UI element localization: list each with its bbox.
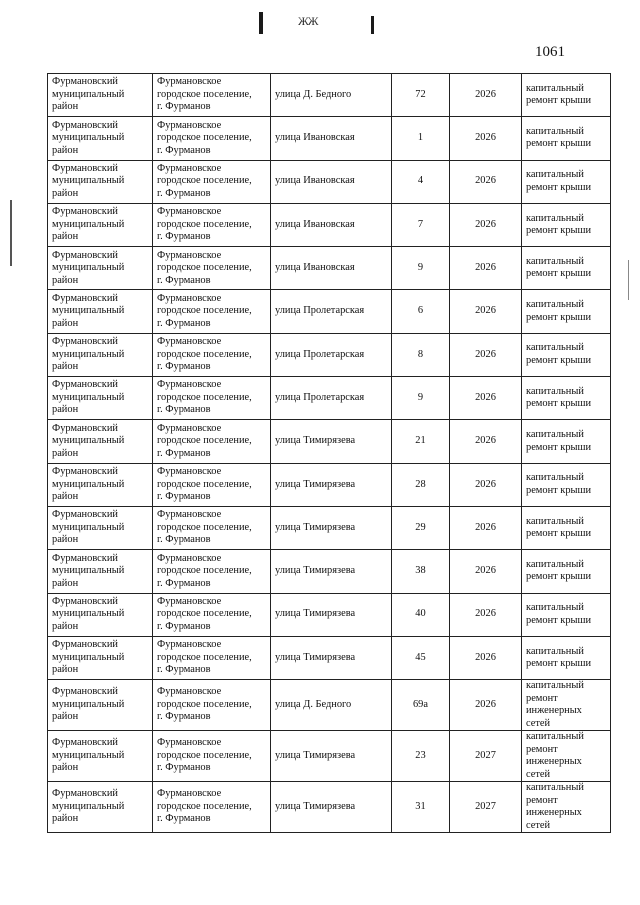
house-number-cell: 23	[392, 731, 450, 782]
house-number-cell: 21	[392, 420, 450, 463]
year-cell: 2026	[450, 203, 522, 246]
work-type-cell	[522, 636, 611, 679]
cell-line: городское поселение,	[157, 348, 252, 360]
table-row	[48, 247, 611, 290]
cell-line: сетей	[526, 819, 551, 831]
cell-line: городское поселение,	[157, 175, 252, 187]
cell-line: муниципальный	[52, 305, 125, 317]
house-number-cell: 9	[392, 377, 450, 420]
cell-line: г. Фурманов	[157, 534, 211, 546]
street-cell: улица Д. Бедного	[271, 74, 392, 117]
cell-line: городское поселение,	[157, 651, 252, 663]
cell-line: капитальный	[526, 255, 584, 267]
cell-line: городское поселение,	[157, 800, 252, 812]
house-number-cell: 69а	[392, 680, 450, 731]
scan-margin-line	[10, 200, 12, 266]
work-type-cell	[522, 680, 611, 731]
cell-line: капитальный	[526, 299, 584, 311]
work-type-cell	[522, 506, 611, 549]
district-cell	[48, 203, 153, 246]
cell-line: район	[52, 274, 79, 286]
housing-repair-table	[47, 73, 611, 833]
cell-line: капитальный	[526, 602, 584, 614]
table-row	[48, 506, 611, 549]
house-number-cell: 6	[392, 290, 450, 333]
cell-line: Фурмановское	[157, 292, 222, 304]
cell-line: муниципальный	[52, 521, 125, 533]
cell-line: район	[52, 711, 79, 723]
street-cell: улица Ивановская	[271, 117, 392, 160]
cell-line: г. Фурманов	[157, 187, 211, 199]
cell-line: капитальный	[526, 82, 584, 94]
cell-line: инженерных	[526, 756, 582, 768]
street-cell: улица Тимирязева	[271, 420, 392, 463]
cell-line: ремонт крыши	[526, 95, 592, 107]
cell-line: г. Фурманов	[157, 813, 211, 825]
settlement-cell	[153, 377, 271, 420]
district-cell	[48, 680, 153, 731]
cell-line: муниципальный	[52, 565, 125, 577]
cell-line: капитальный	[526, 515, 584, 527]
cell-line: Фурмановский	[52, 119, 118, 131]
settlement-cell	[153, 420, 271, 463]
work-type-cell	[522, 117, 611, 160]
year-cell: 2026	[450, 463, 522, 506]
year-cell: 2026	[450, 160, 522, 203]
cell-line: капитальный	[526, 169, 584, 181]
house-number-cell: 8	[392, 333, 450, 376]
cell-line: Фурмановское	[157, 422, 222, 434]
year-cell: 2026	[450, 333, 522, 376]
cell-line: муниципальный	[52, 218, 125, 230]
table-row	[48, 636, 611, 679]
street-cell: улица Пролетарская	[271, 333, 392, 376]
cell-line: городское поселение,	[157, 521, 252, 533]
district-cell	[48, 506, 153, 549]
cell-line: городское поселение,	[157, 478, 252, 490]
table-row	[48, 680, 611, 731]
cell-line: городское поселение,	[157, 749, 252, 761]
cell-line: Фурмановское	[157, 76, 222, 88]
cell-line: район	[52, 361, 79, 373]
district-cell	[48, 377, 153, 420]
house-number-cell: 31	[392, 782, 450, 833]
settlement-cell	[153, 782, 271, 833]
cell-line: сетей	[526, 717, 551, 729]
cell-line: капитальный	[526, 558, 584, 570]
year-cell: 2026	[450, 290, 522, 333]
cell-line: ремонт крыши	[526, 268, 592, 280]
cell-line: инженерных	[526, 807, 582, 819]
cell-line: муниципальный	[52, 749, 125, 761]
cell-line: Фурмановский	[52, 76, 118, 88]
table-row	[48, 782, 611, 833]
cell-line: район	[52, 813, 79, 825]
work-type-cell	[522, 550, 611, 593]
work-type-cell	[522, 203, 611, 246]
cell-line: ремонт крыши	[526, 441, 592, 453]
cell-line: г. Фурманов	[157, 620, 211, 632]
scan-header-mark: ЖЖ	[298, 14, 318, 28]
house-number-cell: 38	[392, 550, 450, 593]
street-cell: улица Ивановская	[271, 247, 392, 290]
table-row	[48, 377, 611, 420]
settlement-cell	[153, 160, 271, 203]
street-cell: улица Тимирязева	[271, 550, 392, 593]
work-type-cell	[522, 463, 611, 506]
cell-line: Фурмановский	[52, 788, 118, 800]
cell-line: капитальный	[526, 125, 584, 137]
cell-line: Фурмановский	[52, 249, 118, 261]
settlement-cell	[153, 680, 271, 731]
table-row	[48, 420, 611, 463]
district-cell	[48, 333, 153, 376]
cell-line: городское поселение,	[157, 262, 252, 274]
cell-line: капитальный	[526, 731, 584, 743]
district-cell	[48, 550, 153, 593]
year-cell: 2026	[450, 506, 522, 549]
cell-line: ремонт крыши	[526, 571, 592, 583]
cell-line: инженерных	[526, 705, 582, 717]
cell-line: Фурмановский	[52, 552, 118, 564]
year-cell: 2026	[450, 74, 522, 117]
cell-line: капитальный	[526, 782, 584, 794]
settlement-cell	[153, 506, 271, 549]
house-number-cell: 29	[392, 506, 450, 549]
work-type-cell	[522, 333, 611, 376]
street-cell: улица Тимирязева	[271, 636, 392, 679]
cell-line: муниципальный	[52, 262, 125, 274]
cell-line: городское поселение,	[157, 608, 252, 620]
cell-line: г. Фурманов	[157, 317, 211, 329]
year-cell: 2027	[450, 731, 522, 782]
cell-line: городское поселение,	[157, 132, 252, 144]
work-type-cell	[522, 74, 611, 117]
cell-line: Фурмановский	[52, 639, 118, 651]
cell-line: муниципальный	[52, 435, 125, 447]
cell-line: район	[52, 447, 79, 459]
cell-line: район	[52, 534, 79, 546]
street-cell: улица Тимирязева	[271, 463, 392, 506]
cell-line: Фурмановское	[157, 119, 222, 131]
cell-line: ремонт крыши	[526, 181, 592, 193]
cell-line: городское поселение,	[157, 435, 252, 447]
district-cell	[48, 160, 153, 203]
year-cell: 2026	[450, 593, 522, 636]
year-cell: 2027	[450, 782, 522, 833]
work-type-cell	[522, 731, 611, 782]
table-row	[48, 593, 611, 636]
work-type-cell	[522, 160, 611, 203]
cell-line: капитальный	[526, 680, 584, 692]
street-cell: улица Д. Бедного	[271, 680, 392, 731]
cell-line: муниципальный	[52, 175, 125, 187]
year-cell: 2026	[450, 377, 522, 420]
street-cell: улица Ивановская	[271, 160, 392, 203]
cell-line: Фурмановский	[52, 336, 118, 348]
house-number-cell: 7	[392, 203, 450, 246]
cell-line: Фурмановский	[52, 595, 118, 607]
cell-line: Фурмановское	[157, 249, 222, 261]
cell-line: Фурмановский	[52, 509, 118, 521]
cell-line: г. Фурманов	[157, 101, 211, 113]
house-number-cell: 28	[392, 463, 450, 506]
cell-line: городское поселение,	[157, 698, 252, 710]
cell-line: капитальный	[526, 385, 584, 397]
work-type-cell	[522, 377, 611, 420]
cell-line: Фурмановский	[52, 466, 118, 478]
cell-line: Фурмановское	[157, 788, 222, 800]
district-cell	[48, 290, 153, 333]
cell-line: ремонт крыши	[526, 225, 592, 237]
cell-line: капитальный	[526, 212, 584, 224]
cell-line: муниципальный	[52, 478, 125, 490]
cell-line: район	[52, 231, 79, 243]
cell-line: г. Фурманов	[157, 762, 211, 774]
cell-line: ремонт крыши	[526, 484, 592, 496]
cell-line: ремонт крыши	[526, 528, 592, 540]
settlement-cell	[153, 636, 271, 679]
cell-line: район	[52, 620, 79, 632]
page-number: 1061	[535, 44, 565, 60]
cell-line: г. Фурманов	[157, 577, 211, 589]
cell-line: капитальный	[526, 472, 584, 484]
street-cell: улица Тимирязева	[271, 782, 392, 833]
cell-line: Фурмановское	[157, 639, 222, 651]
cell-line: городское поселение,	[157, 88, 252, 100]
cell-line: район	[52, 101, 79, 113]
scan-artifact-right	[371, 16, 374, 34]
settlement-cell	[153, 333, 271, 376]
table-row	[48, 160, 611, 203]
district-cell	[48, 117, 153, 160]
settlement-cell	[153, 117, 271, 160]
year-cell: 2026	[450, 636, 522, 679]
work-type-cell	[522, 290, 611, 333]
cell-line: Фурмановское	[157, 206, 222, 218]
cell-line: Фурмановское	[157, 379, 222, 391]
house-number-cell: 9	[392, 247, 450, 290]
settlement-cell	[153, 74, 271, 117]
table-row	[48, 290, 611, 333]
year-cell: 2026	[450, 420, 522, 463]
district-cell	[48, 74, 153, 117]
scan-artifact-left	[259, 12, 263, 34]
cell-line: г. Фурманов	[157, 231, 211, 243]
cell-line: район	[52, 664, 79, 676]
cell-line: район	[52, 491, 79, 503]
work-type-cell	[522, 593, 611, 636]
cell-line: район	[52, 762, 79, 774]
cell-line: капитальный	[526, 429, 584, 441]
house-number-cell: 45	[392, 636, 450, 679]
cell-line: муниципальный	[52, 88, 125, 100]
cell-line: Фурмановский	[52, 206, 118, 218]
district-cell	[48, 247, 153, 290]
cell-line: ремонт крыши	[526, 311, 592, 323]
cell-line: муниципальный	[52, 608, 125, 620]
cell-line: Фурмановское	[157, 466, 222, 478]
cell-line: район	[52, 144, 79, 156]
street-cell: улица Пролетарская	[271, 377, 392, 420]
cell-line: Фурмановский	[52, 379, 118, 391]
cell-line: муниципальный	[52, 348, 125, 360]
cell-line: капитальный	[526, 342, 584, 354]
year-cell: 2026	[450, 247, 522, 290]
settlement-cell	[153, 550, 271, 593]
cell-line: район	[52, 317, 79, 329]
cell-line: муниципальный	[52, 698, 125, 710]
cell-line: ремонт	[526, 743, 558, 755]
cell-line: ремонт крыши	[526, 658, 592, 669]
house-number-cell: 72	[392, 74, 450, 117]
cell-line: г. Фурманов	[157, 404, 211, 416]
street-cell: улица Тимирязева	[271, 593, 392, 636]
district-cell	[48, 731, 153, 782]
cell-line: г. Фурманов	[157, 447, 211, 459]
cell-line: район	[52, 187, 79, 199]
district-cell	[48, 463, 153, 506]
year-cell: 2026	[450, 680, 522, 731]
cell-line: г. Фурманов	[157, 711, 211, 723]
cell-line: Фурмановское	[157, 737, 222, 749]
cell-line: городское поселение,	[157, 218, 252, 230]
cell-line: городское поселение,	[157, 391, 252, 403]
cell-line: Фурмановский	[52, 686, 118, 698]
table-row	[48, 203, 611, 246]
cell-line: муниципальный	[52, 800, 125, 812]
district-cell	[48, 420, 153, 463]
table-row	[48, 731, 611, 782]
cell-line: ремонт	[526, 794, 558, 806]
year-cell: 2026	[450, 550, 522, 593]
cell-line: Фурмановское	[157, 509, 222, 521]
cell-line: Фурмановский	[52, 422, 118, 434]
cell-line: район	[52, 577, 79, 589]
table-row	[48, 333, 611, 376]
settlement-cell	[153, 290, 271, 333]
house-number-cell: 1	[392, 117, 450, 160]
cell-line: ремонт крыши	[526, 354, 592, 366]
cell-line: ремонт крыши	[526, 138, 592, 150]
cell-line: ремонт крыши	[526, 614, 592, 626]
work-type-cell	[522, 247, 611, 290]
street-cell: улица Ивановская	[271, 203, 392, 246]
street-cell: улица Тимирязева	[271, 506, 392, 549]
work-type-cell	[522, 782, 611, 833]
table-row	[48, 463, 611, 506]
work-type-cell	[522, 420, 611, 463]
cell-line: ремонт крыши	[526, 398, 592, 410]
cell-line: Фурмановское	[157, 595, 222, 607]
cell-line: Фурмановский	[52, 162, 118, 174]
street-cell: улица Тимирязева	[271, 731, 392, 782]
cell-line: Фурмановское	[157, 552, 222, 564]
cell-line: г. Фурманов	[157, 361, 211, 373]
cell-line: Фурмановский	[52, 737, 118, 749]
settlement-cell	[153, 463, 271, 506]
table-row	[48, 117, 611, 160]
cell-line: г. Фурманов	[157, 664, 211, 676]
year-cell: 2026	[450, 117, 522, 160]
settlement-cell	[153, 247, 271, 290]
cell-line: сетей	[526, 768, 551, 780]
cell-line: муниципальный	[52, 391, 125, 403]
cell-line: капитальный	[526, 645, 584, 657]
street-cell: улица Пролетарская	[271, 290, 392, 333]
district-cell	[48, 636, 153, 679]
house-number-cell: 40	[392, 593, 450, 636]
district-cell	[48, 593, 153, 636]
cell-line: муниципальный	[52, 132, 125, 144]
cell-line: Фурмановское	[157, 686, 222, 698]
table-body	[48, 74, 611, 833]
cell-line: Фурмановское	[157, 162, 222, 174]
table-row	[48, 550, 611, 593]
cell-line: г. Фурманов	[157, 491, 211, 503]
settlement-cell	[153, 731, 271, 782]
cell-line: Фурмановское	[157, 336, 222, 348]
cell-line: муниципальный	[52, 651, 125, 663]
house-number-cell: 4	[392, 160, 450, 203]
scan-margin-line-right	[628, 260, 629, 300]
settlement-cell	[153, 593, 271, 636]
cell-line: г. Фурманов	[157, 274, 211, 286]
cell-line: Фурмановский	[52, 292, 118, 304]
settlement-cell	[153, 203, 271, 246]
cell-line: г. Фурманов	[157, 144, 211, 156]
table-row	[48, 74, 611, 117]
district-cell	[48, 782, 153, 833]
cell-line: район	[52, 404, 79, 416]
cell-line: ремонт	[526, 692, 558, 704]
cell-line: городское поселение,	[157, 565, 252, 577]
cell-line: городское поселение,	[157, 305, 252, 317]
